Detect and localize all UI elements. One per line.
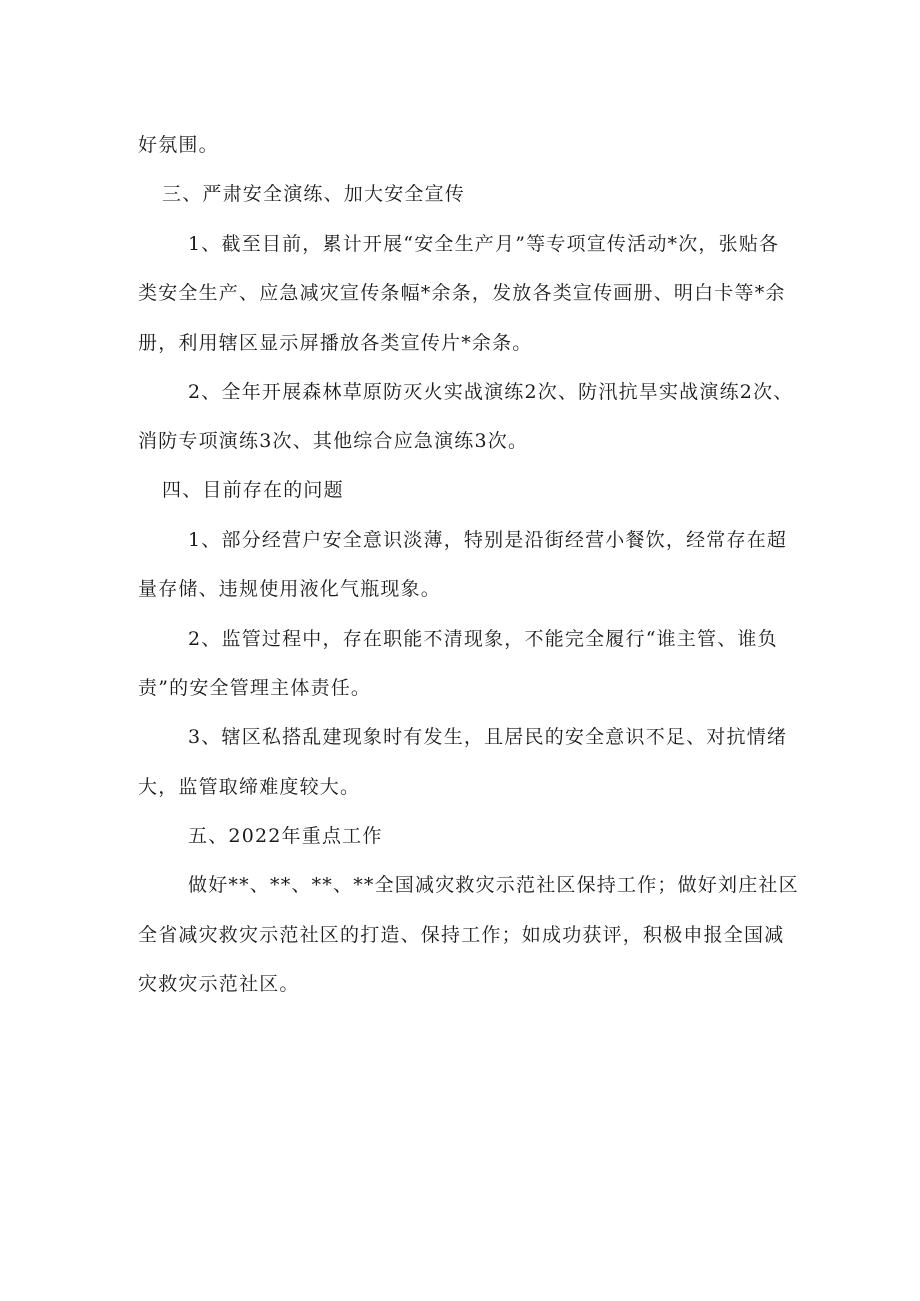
paragraph-4-2-line-1: 2、监管过程中，存在职能不清现象，不能完全履行“谁主管、谁负 bbox=[188, 628, 778, 650]
paragraph-3-2-line-1: 2、全年开展森林草原防灭火实战演练2次、防汛抗旱实战演练2次、 bbox=[188, 381, 794, 403]
paragraph-3-1-line-1: 1、截至目前，累计开展“安全生产月”等专项宣传活动*次，张贴各 bbox=[188, 233, 780, 255]
paragraph-3-1-line-3: 册，利用辖区显示屏播放各类宣传片*余条。 bbox=[138, 332, 533, 354]
paragraph-4-3-line-1: 3、辖区私搭乱建现象时有发生，且居民的安全意识不足、对抗情绪 bbox=[188, 726, 788, 748]
paragraph-4-2-line-2: 责”的安全管理主体责任。 bbox=[138, 677, 372, 699]
paragraph-tail-line: 好氛围。 bbox=[138, 134, 219, 156]
paragraph-4-1-line-1: 1、部分经营户安全意识淡薄，特别是沿街经营小餐饮，经常存在超 bbox=[188, 529, 788, 551]
paragraph-5-line-3: 灾救灾示范社区。 bbox=[138, 973, 300, 995]
paragraph-5-line-2: 全省减灾救灾示范社区的打造、保持工作；如成功获评，积极申报全国减 bbox=[138, 924, 785, 946]
section-heading-4: 四、目前存在的问题 bbox=[162, 479, 344, 501]
paragraph-3-2-line-2: 消防专项演练3次、其他综合应急演练3次。 bbox=[138, 430, 529, 452]
paragraph-4-1-line-2: 量存储、违规使用液化气瓶现象。 bbox=[138, 578, 442, 600]
paragraph-4-3-line-2: 大，监管取缔难度较大。 bbox=[138, 776, 361, 798]
section-heading-3: 三、严肃安全演练、加大安全宣传 bbox=[162, 183, 466, 205]
paragraph-3-1-line-2: 类安全生产、应急减灾宣传条幅*余条，发放各类宣传画册、明白卡等*余 bbox=[138, 282, 786, 304]
section-heading-5: 五、2022年重点工作 bbox=[188, 825, 383, 847]
paragraph-5-line-1: 做好**、**、**、**全国减灾救灾示范社区保持工作；做好刘庄社区 bbox=[188, 874, 799, 896]
